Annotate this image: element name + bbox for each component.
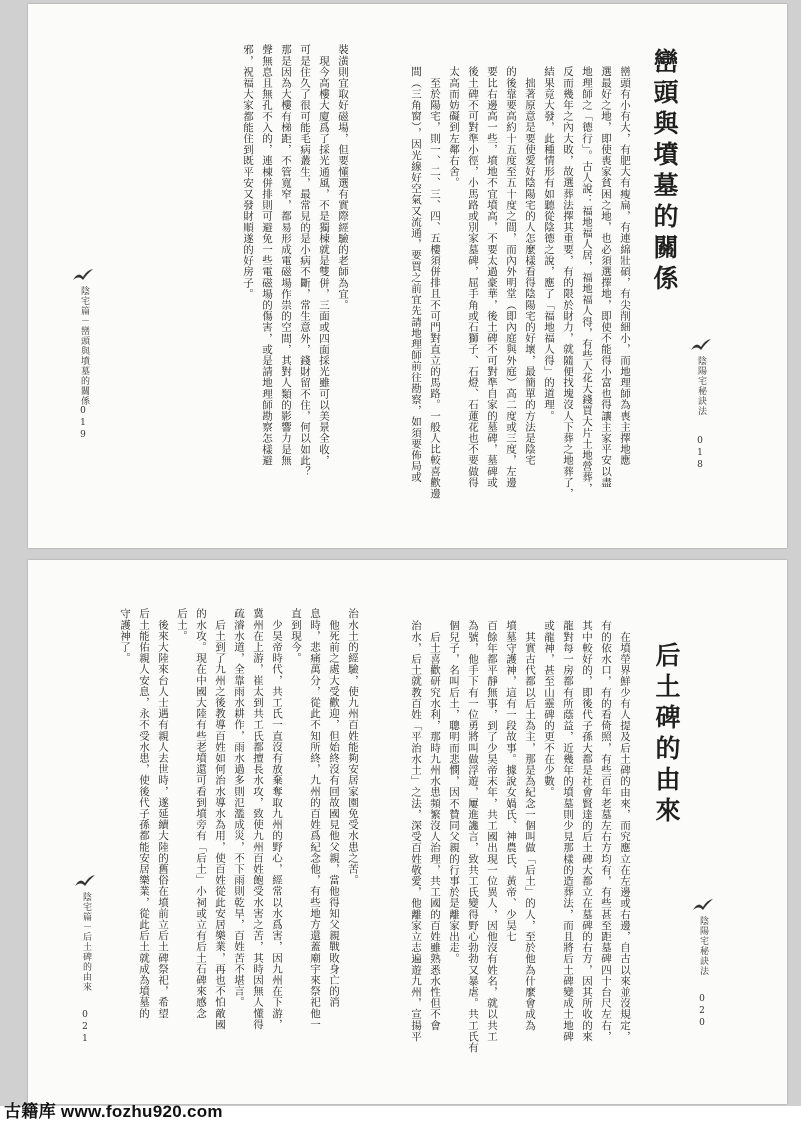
text-column: 的水攻。現在中國大陸有些老墳還可看到墳旁有「后土」小祠或立有后土石碑來感念 bbox=[195, 608, 207, 1019]
text-column: 后土能佑親人安息，永不受水患，使後代子孫都能安居樂業，從此后土就成為墳墓的 bbox=[138, 608, 150, 1019]
running-head: 陰陽宅秘訣法 bbox=[696, 356, 706, 416]
text-column: 的後靠要高約十五度至五十度之間，而內外明堂（即內庭與外庭）高二度或三度，左邊 bbox=[505, 66, 517, 488]
site-watermark: 古籍库 www.fozhu920.com bbox=[4, 1102, 223, 1121]
page-number: 021 bbox=[80, 1010, 90, 1046]
text-column: 在墳塋界鮮少有人提及后土碑的由來，而究應立在左邊或右邊，自古以來並沒規定， bbox=[619, 620, 631, 1042]
text-column: 那是因為大樓有梯距，不管寬窄，都易形成電磁場作祟的空間，其對人類的影響力是無 bbox=[280, 44, 292, 466]
book-page-bottom bbox=[28, 560, 787, 1104]
text-column: 龍對每一房都有所蔭益，近幾年的墳墓則少見那樣的造葬法，而且將后土碑變成土地碑 bbox=[562, 620, 574, 1042]
text-column: 治水，后土就教百姓「平治水土」之法，深受百姓敬愛，他離家立志遍遊九州，宣揚平 bbox=[410, 620, 422, 1042]
text-column: 太高而妨礙到左鄰右舍。 bbox=[448, 66, 460, 189]
text-column: 為號，他手下有一位勇將叫做浮遊，屢進讒言，致共工氏變得野心勃勃又暴虐。共工氏有 bbox=[467, 620, 479, 1053]
text-column: 聲無息且無孔不入的，連棟併排則可避免一些電磁場的傷害，或是請地理師勘察怎樣避 bbox=[261, 44, 273, 466]
text-column: 守護神了。 bbox=[119, 608, 131, 664]
text-column: 或龍神，甚至山靈碑的更不在少數。 bbox=[543, 620, 555, 798]
publisher-bird-logo bbox=[692, 898, 714, 912]
text-column: 裝潢則宜取好磁場，但要懂選有實際經驗的老師為宜。 bbox=[337, 44, 349, 311]
running-head: 陰陽宅秘訣法 bbox=[698, 916, 708, 976]
text-column: 后土到了九州之後教導百姓如何治水導水為用，使百姓從此安居樂業，再也不怕敵國 bbox=[214, 608, 226, 1030]
text-column: 可是住久了很可能毛病叢生，最常見的是小病不斷，常生意外，錢財留不住，何以如此？ bbox=[299, 44, 311, 477]
text-column: 個兒子，名叫后土，聰明而悲憫，因不贊同父親的行事於是離家出走。 bbox=[448, 620, 460, 965]
site-watermark-bar bbox=[0, 1102, 801, 1122]
text-column: 有的依水口，有的看倚照，有些百年老墓左右方均有，有些甚至距墓碑四十台尺左右， bbox=[600, 620, 612, 1042]
text-column: 其實古代都以后土為主，那是為紀念一個叫做「后土」的人，至於他為什麼會成為 bbox=[524, 620, 536, 1031]
running-head: 陰宅篇－巒頭與墳墓的關係 bbox=[79, 286, 89, 406]
text-column: 冀州在上游，崔太到共工氏都擅長水攻，致使九州百姓飽受水害之苦，其時因無人懂得 bbox=[252, 608, 264, 1030]
text-column: 拙著原意是要使愛好陰陽宅的人怎麼樣看得陰陽宅的好壞，最簡單的方法是陰宅 bbox=[524, 66, 536, 466]
book-page-top bbox=[28, 4, 787, 548]
text-column: 至於陽宅，則一、二、三、四、五樓須併排且不可門對直立的馬路。一般人比較喜歡邊 bbox=[429, 66, 441, 499]
text-column: 地理師之「德行」。古人說：福地福人居，福地福人得，有些人花大錢買大片土地營葬， bbox=[581, 66, 593, 494]
text-column: 少昊帝時代，共工氏一直沒有放棄奪取九州的野心，經常以水爲害，因九州在下游， bbox=[271, 608, 283, 1030]
page-number: 020 bbox=[697, 994, 707, 1030]
text-column: 疏濬水道，全靠雨水耕作，雨水過多則氾濫成災，不下雨則乾旱，百姓苦不堪言。 bbox=[233, 608, 245, 1008]
text-column: 治水土的經驗，使九州百姓能夠安居家園免受水患之苦。 bbox=[347, 608, 359, 886]
page-number: 019 bbox=[78, 406, 88, 442]
text-column: 他死前之處大受歡迎，但始終沒有回故國見他父親，當他得知父親戰敗身亡的消 bbox=[328, 608, 340, 1008]
text-column: 後土碑不可對準小徑，小馬路或別家墓碑，屈手角或石獅子、石燈、石蓮花也不要做得 bbox=[467, 66, 479, 488]
text-column: 間（三角窗），因光線好空氣又流通，要買之前宜先請地理師前往勘察，如須要佈局或 bbox=[410, 66, 422, 483]
text-column: 邪，祝福大家都能住到既平安又發財順遂的好房子。 bbox=[242, 44, 254, 300]
chapter-title: 巒頭與墳墓的關係 bbox=[650, 48, 679, 296]
page-number: 018 bbox=[695, 436, 705, 472]
text-column: 結果竟大發，此種情形有如聽從陰德之說，應了「福地福人得」的道理。 bbox=[543, 66, 555, 422]
text-column: 後來大陸來台人士遇有親人去世時，遂延續大陸的舊俗在墳前立后土碑祭祀，希望 bbox=[157, 608, 169, 1019]
text-column: 反而幾年之內大敗，故選葬法擇其重要，有的限於財力，就隨便找塊沒人下葬之地葬了， bbox=[562, 66, 574, 499]
chapter-title: 后土碑的由來 bbox=[652, 642, 681, 828]
text-column: 后土。 bbox=[176, 608, 188, 642]
publisher-bird-logo bbox=[72, 268, 94, 282]
text-column: 選最好之地，即使喪家貧困之地，也必須選擇地，即使不能得小富也得讓主家平安以盡 bbox=[600, 66, 612, 488]
running-head: 陰宅篇－后土碑的由來 bbox=[81, 892, 91, 992]
text-column: 其中較好的，即後代子孫大都是社會賢達的后土碑大都立在墓碑的右方，因其所收的來 bbox=[581, 620, 593, 1042]
text-column: 后土喜歡研究水利，那時九州水患頻繁沒人治理，共工國的百姓雖熟悉水性但不會 bbox=[429, 620, 441, 1031]
text-column: 息時，悲痛萬分，從此不知所終，九州的百姓爲紀念他，有些地方還蓋廟宇來祭祀他一 bbox=[309, 608, 321, 1030]
text-column: 百餘年都平靜無事，到了少昊帝末年，共工國出現一位異人，因他沒有姓名，就以共工 bbox=[486, 620, 498, 1042]
publisher-bird-logo bbox=[74, 874, 96, 888]
text-column: 要比右邊高一些，墳地不宜墳高，不要太過豪華，後土碑不可對準自家的墓碑，墓碑或 bbox=[486, 66, 498, 488]
text-column: 現今高樓大廈爲了採光通風，不是獨棟就是雙併，三面或四面採光雖可以美景全收， bbox=[318, 44, 330, 466]
text-column: 巒頭有小有大，有肥大有瘦扁，有連綿壯碩，有尖削細小，而地理師為喪主擇地應 bbox=[619, 66, 631, 466]
publisher-bird-logo bbox=[690, 338, 712, 352]
text-column: 墳墓守護神，這有一段故事。據說女媧氏、神農氏、黃帝、少昊七 bbox=[505, 620, 517, 942]
text-column: 直到現今。 bbox=[290, 608, 302, 664]
